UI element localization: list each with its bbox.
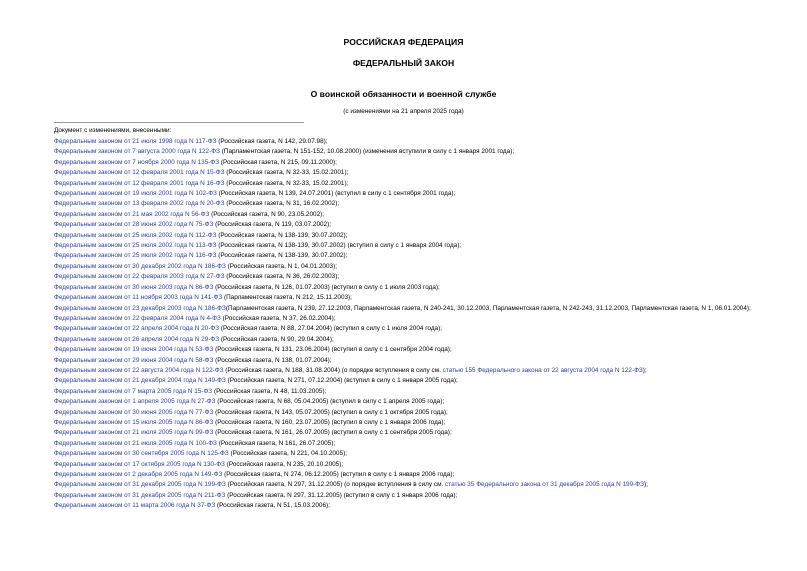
amendment-item xyxy=(54,189,799,199)
amendment-item xyxy=(54,147,799,157)
amendment-item xyxy=(54,324,799,334)
amendment-item xyxy=(40,304,799,314)
amendment-publication-text: (Российская газета, N 126, 01.07.2003) (вступил в силу с 1 июля 2003 года); xyxy=(213,283,440,291)
amendment-publication-text: (Российская газета, N 142, 29.07.98); xyxy=(216,138,328,145)
amendment-item xyxy=(54,501,799,511)
amendment-law-link[interactable]: Федеральным законом от 19 июня 2004 года N 53-ФЗ xyxy=(54,346,214,354)
amendment-publication-text: (Российская газета, N 32-33, 15.02.2001); xyxy=(224,169,349,177)
amendment-publication-text: (Российская газета, N 119, 03.07.2002); xyxy=(213,221,332,229)
amendment-law-link[interactable]: Федеральным законом от 30 июня 2003 года N 86-ФЗ xyxy=(54,283,214,291)
separator-line xyxy=(54,122,304,123)
amendment-item xyxy=(54,491,799,501)
amendment-publication-text: (Российская газета, N 88, 27.04.2004) (вступил в силу с 1 июля 2004 года); xyxy=(219,325,443,333)
revision-note: (с изменениями на 21 апреля 2025 года) xyxy=(343,108,464,115)
amendment-item xyxy=(54,366,799,376)
amendment-publication-text: (Российская газета, N 215, 09.11.2000); xyxy=(219,158,337,166)
amendment-item xyxy=(54,272,799,282)
amendment-publication-text: (Российская газета, N 297, 31.12.2005) (вступил в силу с 1 января 2006 года); xyxy=(225,491,458,499)
amendment-item xyxy=(54,335,799,345)
country-heading: РОССИЙСКАЯ ФЕДЕРАЦИЯ xyxy=(343,37,464,47)
amendment-law-link[interactable]: Федеральным законом от 21 декабря 2004 года N 149-ФЗ xyxy=(54,377,226,385)
amendment-publication-text: (Российская газета, N 131, 23.06.2004) (вступил в силу с 1 сентября 2004 года); xyxy=(213,346,452,354)
amendment-item xyxy=(54,137,799,147)
amendment-publication-text: (Российская газета, N 297, 31.12.2005) (о порядке вступления в силу см. xyxy=(225,481,446,489)
amendment-law-link[interactable]: Федеральным законом от 21 мая 2002 года N 56-ФЗ xyxy=(54,210,210,218)
amendment-publication-text: (Российская газета, N 161, 26.07.2005); xyxy=(216,439,336,447)
amendment-item xyxy=(54,428,799,438)
amendment-item xyxy=(54,293,799,303)
amendment-law-link[interactable]: Федеральным законом от 31 декабря 2005 года N 211-ФЗ xyxy=(54,491,226,499)
amendment-item xyxy=(54,387,799,397)
amendment-law-link[interactable]: Федеральным законом от 7 ноября 2000 года N 135-ФЗ xyxy=(54,158,220,166)
amendment-item xyxy=(54,241,799,251)
amendment-law-link[interactable]: Федеральным законом от 15 июля 2005 года N 86-ФЗ xyxy=(54,418,214,426)
amendment-publication-text: (Парламентская газета, N 212, 15.11.2003); xyxy=(222,294,352,302)
amendment-law-link[interactable]: Федеральным законом от 25 июля 2002 года N 113-ФЗ xyxy=(54,242,217,250)
amendment-law-link[interactable]: Федеральным законом от 2 декабря 2005 года N 149-ФЗ xyxy=(54,471,223,478)
amendment-publication-text: (Российская газета, N 68, 05.04.2005) (вступил в силу с 1 апреля 2005 года); xyxy=(215,398,445,406)
amendment-item xyxy=(54,314,799,324)
amendment-publication-text: (Российская газета, N 274, 06.12.2005) (вступил в силу с 1 января 2006 года); xyxy=(222,471,455,478)
amendment-law-link[interactable]: Федеральным законом от 30 декабря 2002 года N 186-ФЗ xyxy=(54,262,226,270)
amendment-law-link[interactable]: Федеральным законом от 23 декабря 2003 года N 186-ФЗ xyxy=(54,304,226,312)
amendment-law-link[interactable]: Федеральным законом от 11 марта 2006 года N 37-ФЗ xyxy=(54,502,216,510)
amendment-publication-text: (Российская газета, N 90, 29.04.2004); xyxy=(219,335,334,343)
amendment-publication-text: (Российская газета, N 31, 16.02.2002); xyxy=(224,200,340,208)
amendment-item xyxy=(54,199,799,209)
amendment-publication-text: (Российская газета, N 36, 26.02.2003); xyxy=(224,273,340,281)
amendment-law-link[interactable]: Федеральным законом от 12 февраля 2001 года N 16-ФЗ xyxy=(54,179,225,187)
amendment-law-link[interactable]: Федеральным законом от 26 апреля 2004 года N 29-ФЗ xyxy=(54,335,220,343)
amendment-item xyxy=(54,231,799,241)
amendment-publication-text: (Российская газета, N 235, 20.10.2005); xyxy=(224,460,344,468)
amendment-item xyxy=(54,470,799,480)
amendment-item xyxy=(54,439,799,449)
amendment-law-link[interactable]: Федеральным законом от 31 декабря 2005 года N 199-ФЗ xyxy=(54,481,226,489)
amendment-publication-text: (Российская газета, N 90, 23.05.2002); xyxy=(209,210,325,218)
amendment-item xyxy=(54,480,799,490)
amendment-item xyxy=(54,397,799,407)
amendment-publication-text: (Парламентская газета, N 151-152, 10.08.2000) (изменения вступили в силу с 1 января 2001 года); xyxy=(219,148,515,156)
amendment-law-link[interactable]: Федеральным законом от 25 июля 2002 года N 116-ФЗ xyxy=(54,252,217,260)
amendment-law-link[interactable]: Федеральным законом от 22 февраля 2004 года N 4-ФЗ xyxy=(54,314,221,322)
amendment-publication-text: (Российская газета, N 160, 23.07.2005) (вступил в силу с 1 января 2006 года); xyxy=(213,418,446,426)
amendment-publication-text: (Российская газета, N 37, 26.02.2004); xyxy=(220,314,336,322)
amendment-publication-text: (Российская газета, N 51, 15.03.2006); xyxy=(215,502,330,510)
amendment-law-link[interactable]: Федеральным законом от 22 февраля 2003 года N 27-ФЗ xyxy=(54,273,225,281)
amendment-law-link[interactable]: Федеральным законом от 11 ноября 2003 года N 141-ФЗ xyxy=(54,294,223,302)
amendment-item xyxy=(54,460,799,470)
amendment-publication-text: (Российская газета, N 48, 11.03.2005); xyxy=(212,387,327,395)
amendment-law-link[interactable]: Федеральным законом от 22 августа 2004 года N 122-ФЗ xyxy=(54,366,224,374)
amendment-item xyxy=(54,158,799,168)
doc-type-heading: ФЕДЕРАЛЬНЫЙ ЗАКОН xyxy=(352,58,455,68)
amendment-publication-text: (Российская газета, N 1, 04.01.2003); xyxy=(225,262,337,270)
amendment-publication-text: (Российская газета, N 138, 01.07.2004); xyxy=(213,356,332,364)
amendment-law-link[interactable]: Федеральным законом от 22 апреля 2004 года N 20-ФЗ xyxy=(54,325,220,333)
amendment-item xyxy=(54,449,799,459)
amendments-list xyxy=(54,137,799,512)
amendment-publication-text: (Российская газета, N 138-139, 30.07.2002) (вступил в силу с 1 января 2004 года); xyxy=(216,242,462,250)
amendment-law-link[interactable]: Федеральным законом от 30 июня 2005 года N 77-ФЗ xyxy=(54,408,214,416)
amendment-publication-text: (Российская газета, N 271, 07.12.2004) (вступил в силу с 1 января 2005 года); xyxy=(225,377,458,385)
amendment-item xyxy=(54,210,799,220)
article-reference-link[interactable]: статью 35 Федерального закона от 31 декабря 2005 года N 199-ФЗ xyxy=(445,481,644,489)
amendment-item xyxy=(54,262,799,272)
amendment-publication-text: (Российская газета, N 32-33, 15.02.2001); xyxy=(224,179,349,187)
amendment-item xyxy=(54,345,799,355)
amendment-law-link[interactable]: Федеральным законом от 17 октября 2005 года N 130-ФЗ xyxy=(54,460,225,468)
amendment-law-link[interactable]: Федеральным законом от 21 июля 2005 года N 100-ФЗ xyxy=(54,439,217,447)
amendment-law-link[interactable]: Федеральным законом от 29 июня 2004 года N 58-ФЗ xyxy=(54,356,214,364)
amendment-item xyxy=(54,418,799,428)
amendment-publication-text: (Российская газета, N 138-139, 30.07.2002); xyxy=(216,231,348,239)
amendment-law-link[interactable]: Федеральным законом от 12 февраля 2001 года N 15-ФЗ xyxy=(54,169,225,177)
amendment-law-link[interactable]: Федеральным законом от 7 августа 2000 года N 122-ФЗ xyxy=(54,148,220,156)
amendment-law-link[interactable]: Федеральным законом от 7 марта 2005 года N 15-ФЗ xyxy=(54,387,213,395)
amendment-publication-text: (Российская газета, N 143, 05.07.2005) (вступил в силу с 1 октября 2005 года); xyxy=(213,408,448,416)
amendment-publication-text: (Российская газета, N 188, 31.08.2004) (о порядке вступления в силу см. xyxy=(223,366,443,374)
amendment-publication-text: (Российская газета, N 139, 24.07.2001) (вступил в силу с 1 сентября 2001 года); xyxy=(216,190,456,198)
amendment-item xyxy=(54,408,799,418)
amendment-item xyxy=(54,168,799,178)
amendment-publication-text: (Российская газета, N 221, 04.10.2005); xyxy=(228,450,347,458)
article-reference-link[interactable]: статью 155 Федерального закона от 22 августа 2004 года N 122-ФЗ xyxy=(442,366,643,374)
amendment-item xyxy=(54,356,799,366)
amendment-law-link[interactable]: Федеральным законом от 13 февраля 2002 года N 20-ФЗ xyxy=(54,200,225,208)
amendment-item xyxy=(54,220,799,230)
amendment-law-link[interactable]: Федеральным законом от 30 сентября 2005 года N 125-ФЗ xyxy=(54,450,229,458)
amendment-item xyxy=(54,376,799,386)
amendment-publication-text: (Российская газета, N 161, 26.07.2005) (вступил в силу с 1 сентября 2005 года); xyxy=(213,429,452,437)
amendment-closing-text: ); xyxy=(642,366,647,374)
amendment-law-link[interactable]: Федеральным законом от 21 июля 1998 года N 117-ФЗ xyxy=(54,138,217,145)
amendment-item xyxy=(54,251,799,261)
amendment-item xyxy=(54,179,799,189)
document-title: О воинской обязанности и военной службе xyxy=(310,89,497,99)
amendment-law-link[interactable]: Федеральным законом от 19 июля 2001 года N 102-ФЗ xyxy=(54,190,217,198)
amendment-law-link[interactable]: Федеральным законом от 28 июня 2002 года N 75-ФЗ xyxy=(54,221,214,229)
amendment-law-link[interactable]: Федеральным законом от 21 июля 2005 года N 99-ФЗ xyxy=(54,429,214,437)
amendment-closing-text: ); xyxy=(644,481,648,489)
amendment-publication-text: (Российская газета, N 138-139, 30.07.2002); xyxy=(216,252,348,260)
amendments-intro: Документ с изменениями, внесенными: xyxy=(54,127,172,134)
amendment-law-link[interactable]: Федеральным законом от 1 апреля 2005 года N 27-ФЗ xyxy=(54,398,216,406)
amendment-item xyxy=(54,283,799,293)
amendment-law-link[interactable]: Федеральным законом от 25 июля 2002 года N 112-ФЗ xyxy=(54,231,217,239)
amendment-publication-text: (Парламентская газета, N 239, 27.12.2003, Парламентская газета, N 240-241, 30.12.2003, Парламентская газета, N 242-243, 31.12.2003, Парламентская газета, N 1, 06.01.2004); xyxy=(225,304,751,312)
